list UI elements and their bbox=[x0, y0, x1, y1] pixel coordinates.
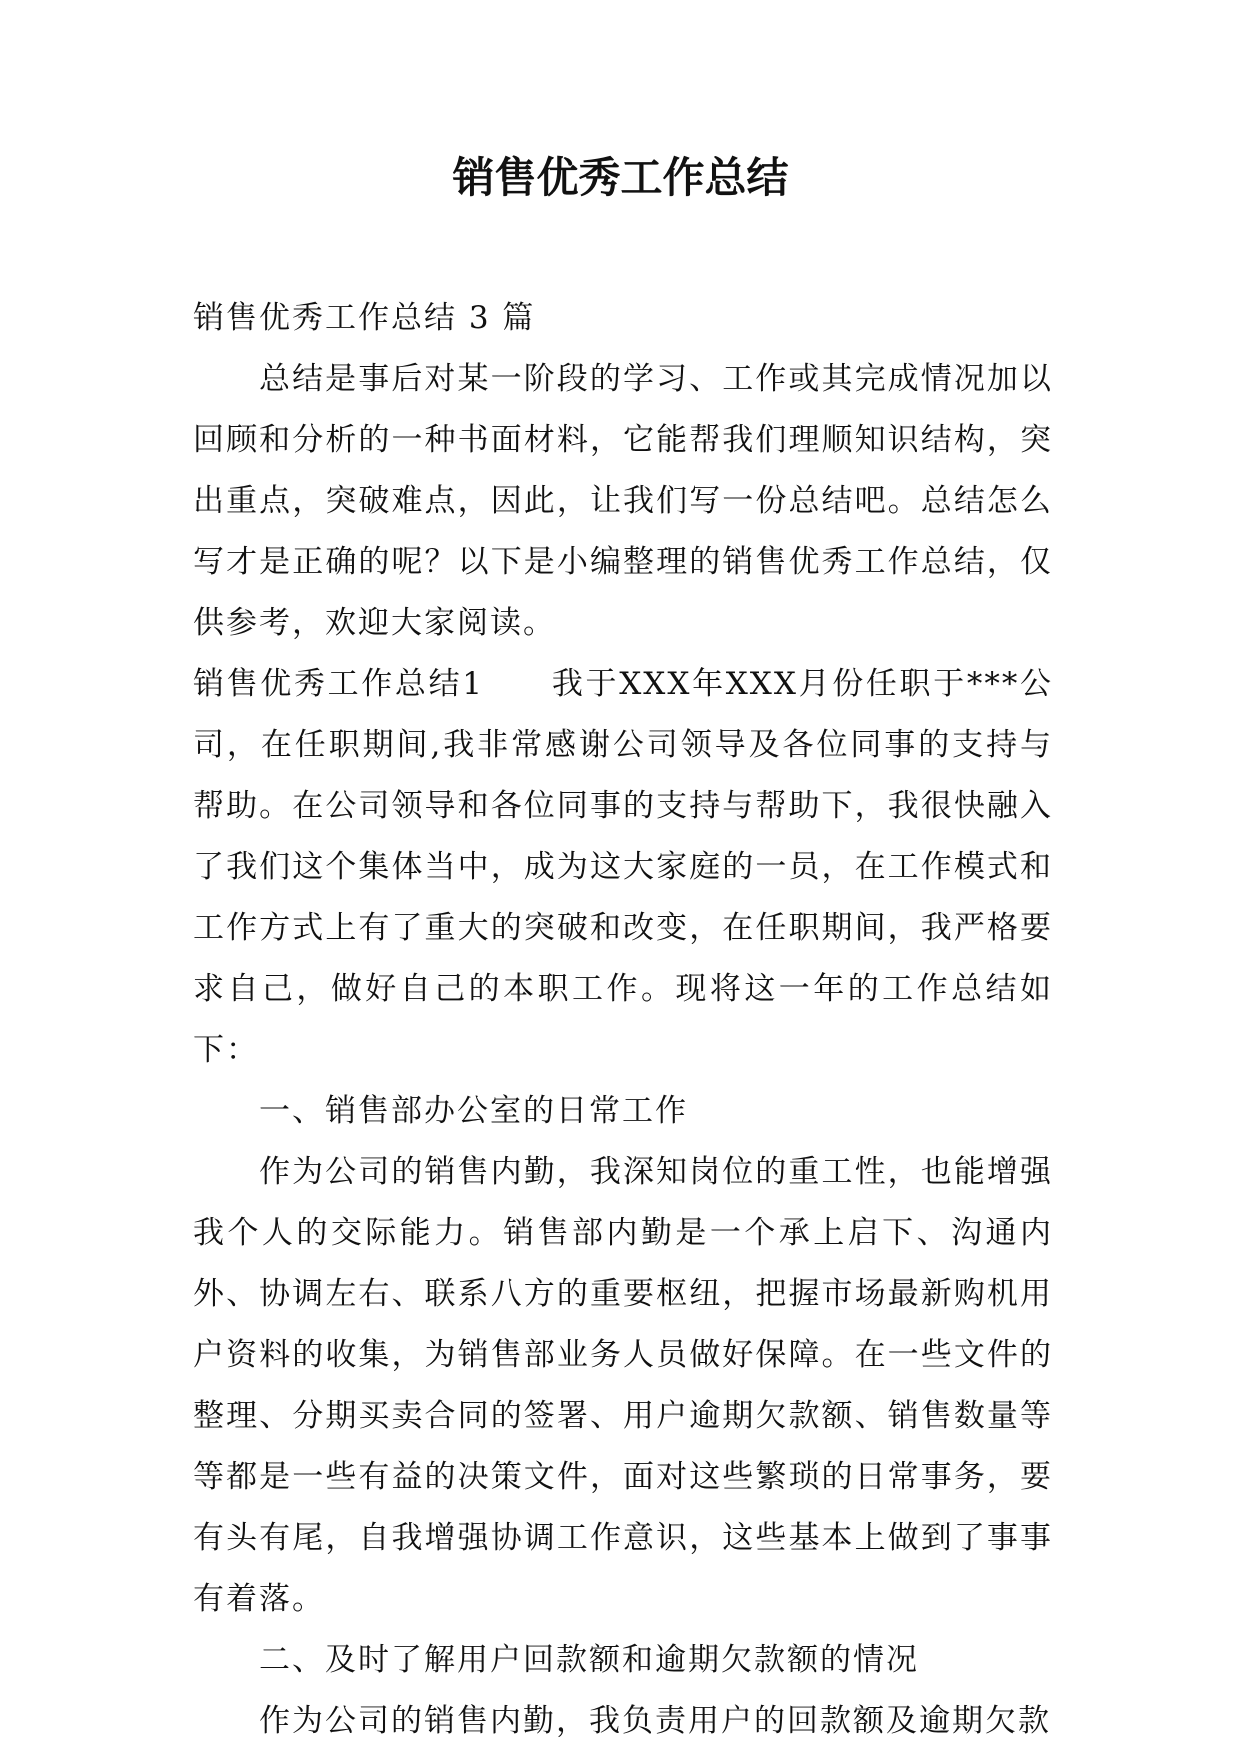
section-2-paragraph: 作为公司的销售内勤，我负责用户的回款额及逾期欠款 bbox=[259, 1703, 1051, 1739]
section-heading-2: 二、及时了解用户回款额和逾期欠款额的情况 bbox=[259, 1642, 919, 1678]
section-1-paragraph: 作为公司的销售内勤，我深知岗位的重工性，也能增强我个人的交际能力。销售部内勤是一个承上启下、沟通内外、协调左右、联系八方的重要枢纽，把握市场最新购机用户资料的收集，为销售部业务人员做好保障。在一些文件的整理、分期买卖合同的签署、用户逾期欠款额、销售数量等等都是一些有益的决策文件，面对这些繁琐的日常事务，要有头有尾，自我增强协调工作意识，这些基本上做到了事事有着落。 bbox=[193, 1154, 1053, 1617]
section-heading-1: 一、销售部办公室的日常工作 bbox=[259, 1093, 688, 1129]
summary-1-paragraph: 销售优秀工作总结1 我于XXX年XXX月份任职于***公司，在任职期间,我非常感谢公司领导及各位同事的支持与帮助。在公司领导和各位同事的支持与帮助下，我很快融入了我们这个集体当中，成为这大家庭的一员，在工作模式和工作方式上有了重大的突破和改变，在任职期间，我严格要求自己，做好自己的本职工作。现将这一年的工作总结如下： bbox=[193, 666, 1053, 1068]
document-title: 销售优秀工作总结 bbox=[452, 153, 789, 202]
subtitle-line: 销售优秀工作总结 3 篇 bbox=[193, 300, 536, 336]
document-body bbox=[193, 288, 1053, 1752]
intro-paragraph: 总结是事后对某一阶段的学习、工作或其完成情况加以回顾和分析的一种书面材料，它能帮我们理顺知识结构，突出重点，突破难点，因此，让我们写一份总结吧。总结怎么写才是正确的呢？以下是小编整理的销售优秀工作总结，仅供参考，欢迎大家阅读。 bbox=[193, 361, 1053, 641]
